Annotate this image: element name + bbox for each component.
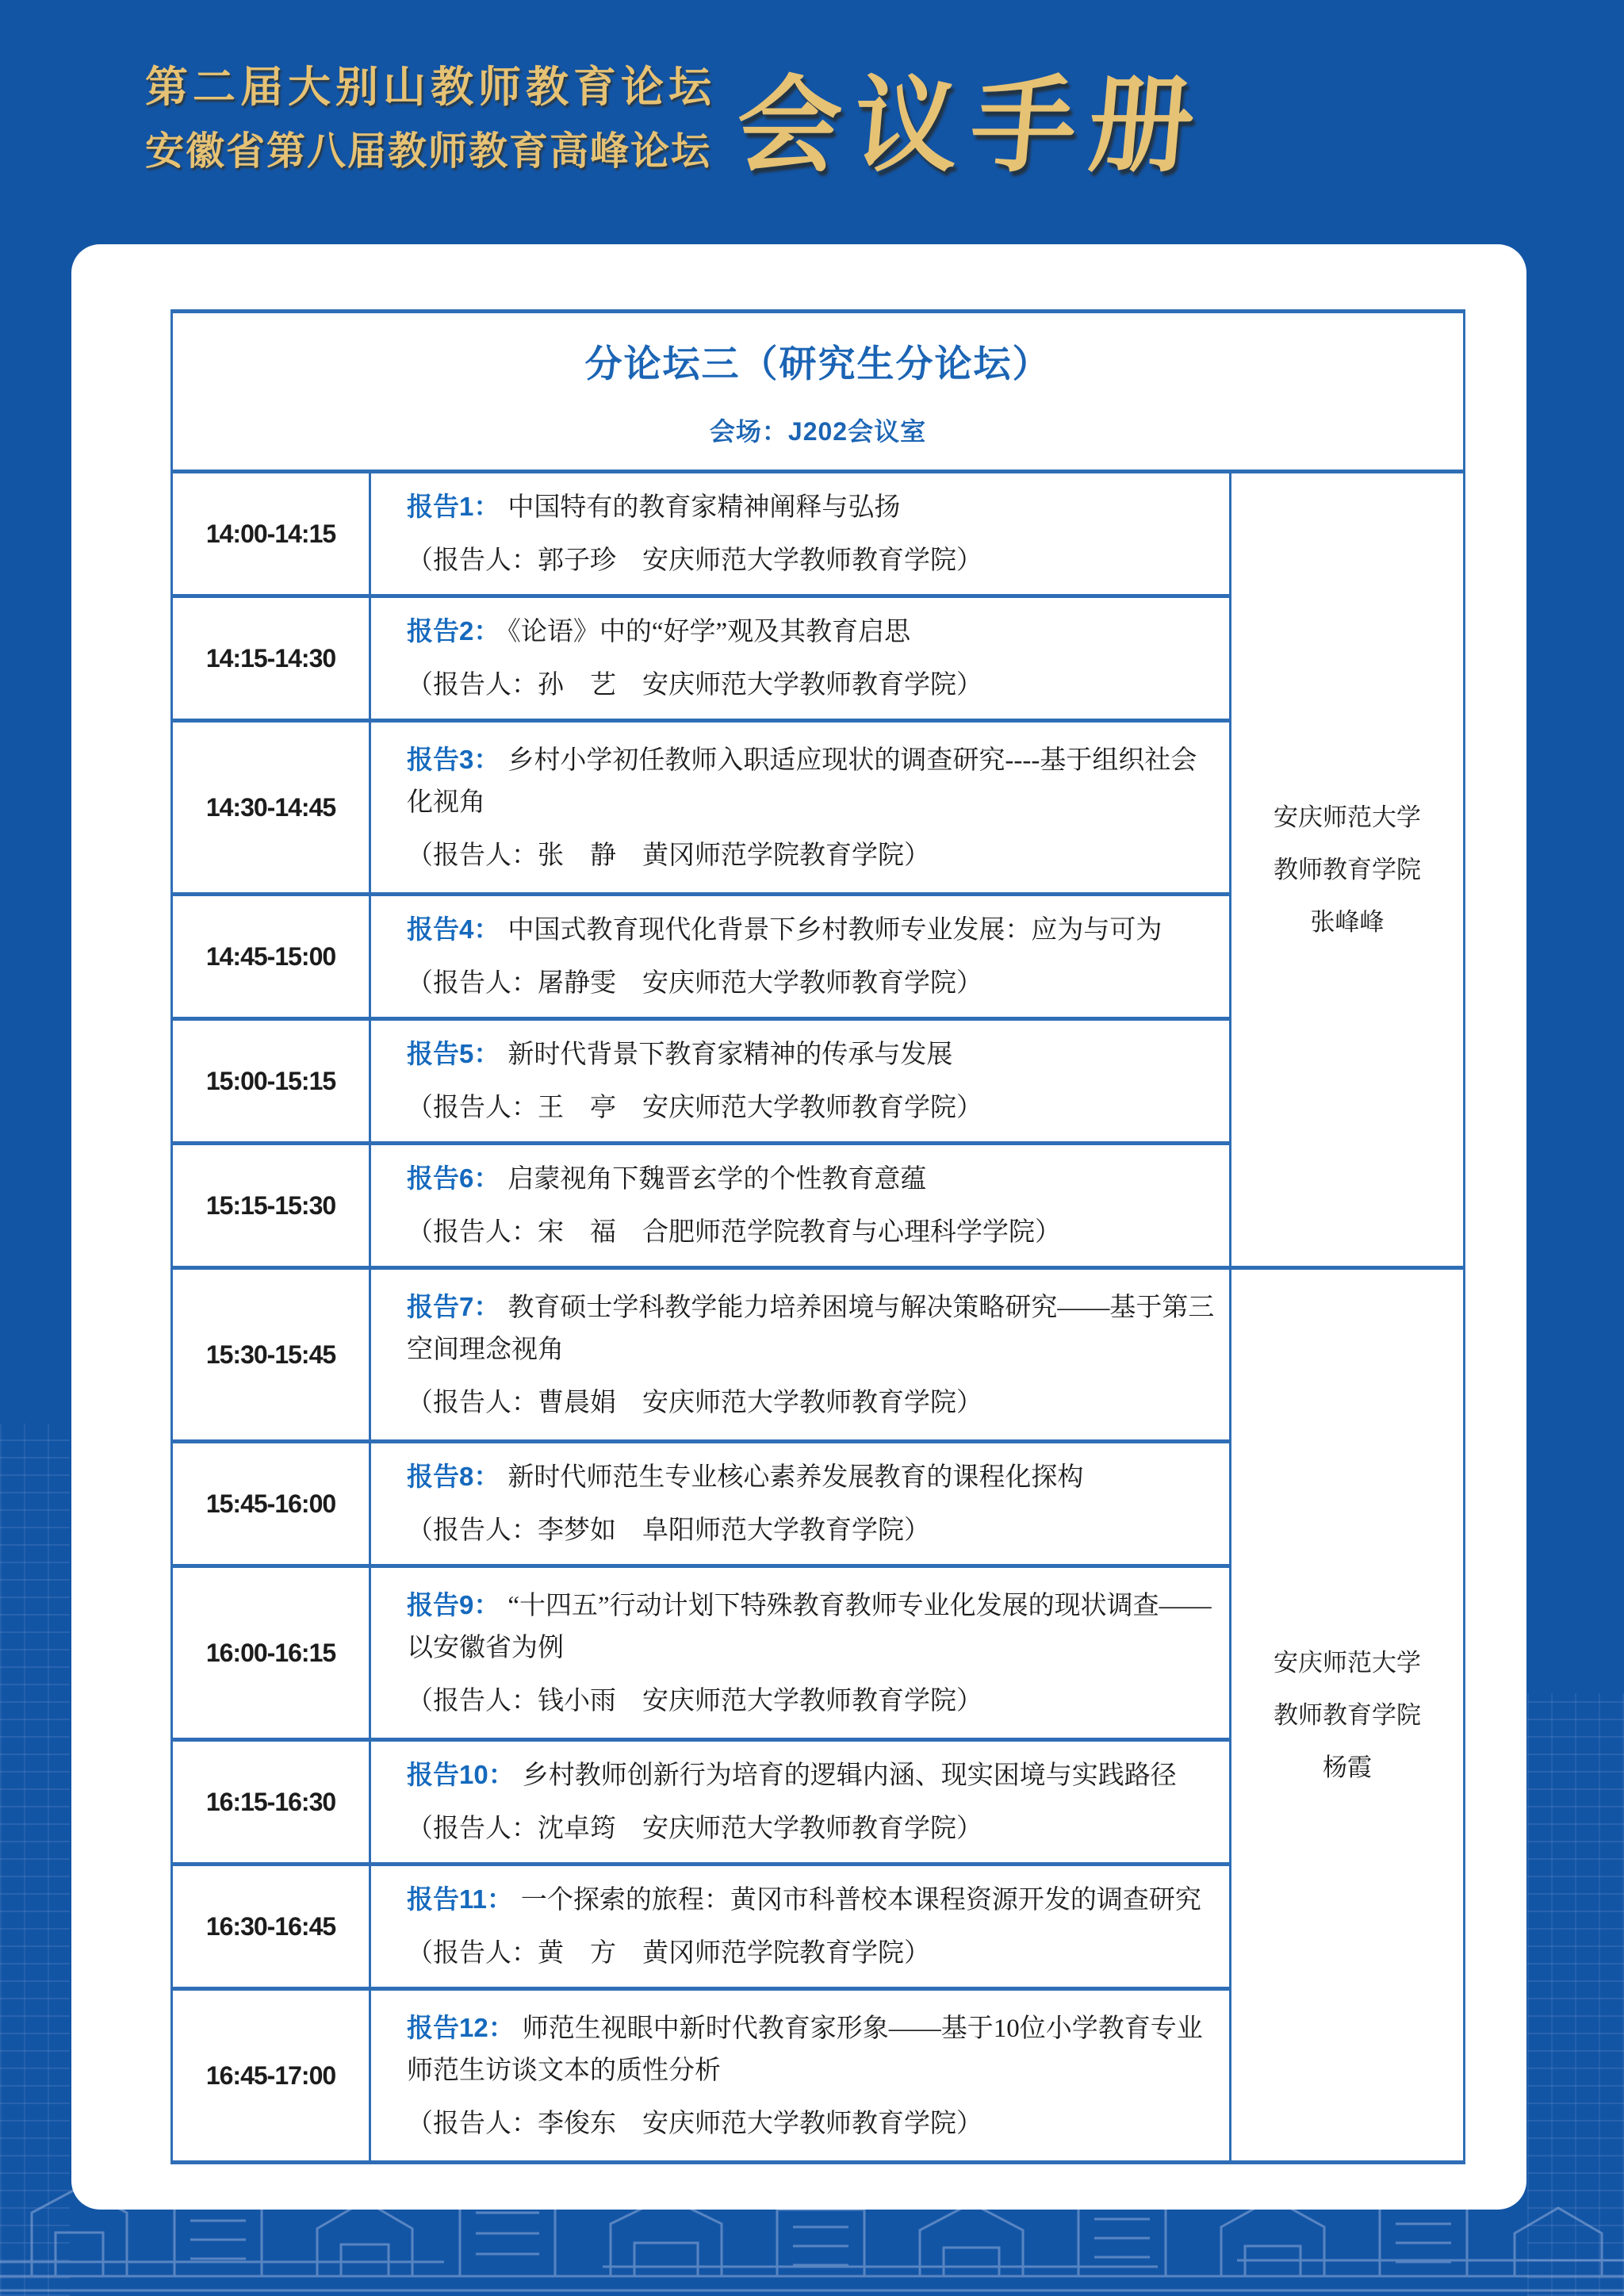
report-presenter: （报告人：宋 福 合肥师范学院教育与心理科学学院）	[407, 1218, 1061, 1247]
report-cell	[370, 1865, 1231, 1989]
time-cell: 16:00-16:15	[172, 1566, 370, 1740]
moderator-cell	[1231, 472, 1465, 1268]
time-cell: 15:15-15:30	[172, 1144, 370, 1268]
report-presenter: （报告人：屠静雯 安庆师范大学教师教育学院）	[407, 969, 982, 998]
time-cell: 15:00-15:15	[172, 1019, 370, 1144]
report-title: 新时代师范生专业核心素养发展教育的课程化探构	[508, 1463, 1084, 1492]
moderator-name: 张峰峰	[1310, 907, 1385, 936]
report-presenter: （报告人：郭子珍 安庆师范大学教师教育学院）	[407, 546, 982, 575]
panel-header-cell	[172, 312, 1465, 472]
time-cell: 16:15-16:30	[172, 1740, 370, 1865]
report-title-line	[407, 611, 1216, 653]
report-cell	[370, 1019, 1231, 1144]
forum-title-line1: 第二届大别山教师教育论坛	[145, 63, 716, 111]
report-presenter: （报告人：黄 方 黄冈师范学院教育学院）	[407, 1939, 930, 1968]
report-label: 报告11：	[407, 1884, 513, 1914]
report-title: 中国特有的教育家精神阐释与弘扬	[508, 493, 901, 522]
report-cell	[370, 721, 1231, 895]
report-title: 《论语》中的“好学”观及其教育启思	[508, 618, 911, 646]
schedule-table	[170, 309, 1465, 2164]
time-cell: 14:15-14:30	[172, 596, 370, 721]
handbook-title: 会议手册	[731, 68, 1212, 185]
report-title: 新时代背景下教育家精神的传承与发展	[508, 1041, 953, 1069]
time-cell: 14:30-14:45	[172, 721, 370, 895]
panel-venue: 会场：J202会议室	[709, 417, 927, 446]
page-header	[0, 0, 1624, 242]
report-title-line	[407, 1585, 1216, 1669]
report-label: 报告1：	[407, 492, 500, 521]
report-label: 报告5：	[407, 1039, 500, 1068]
report-presenter: （报告人：李俊东 安庆师范大学教师教育学院）	[407, 2109, 982, 2138]
report-cell	[370, 1268, 1231, 1442]
report-title-line	[407, 1286, 1216, 1370]
report-label: 报告3：	[407, 744, 500, 774]
moderator-org-line1: 安庆师范大学	[1274, 1648, 1421, 1677]
time-cell: 15:30-15:45	[172, 1268, 370, 1442]
report-title: 启蒙视角下魏晋玄学的个性教育意蕴	[508, 1165, 927, 1194]
report-title: 乡村小学初任教师入职适应现状的调查研究----基于组织社会化视角	[407, 746, 1197, 817]
report-title-line	[407, 1033, 1216, 1075]
report-cell	[370, 1740, 1231, 1865]
panel-title: 分论坛三（研究生分论坛）	[584, 343, 1051, 385]
schedule-row	[172, 472, 1465, 596]
time-cell: 14:00-14:15	[172, 472, 370, 596]
report-label: 报告12：	[407, 2012, 515, 2042]
moderator-cell	[1231, 1268, 1465, 2163]
report-label: 报告2：	[407, 616, 500, 646]
report-cell	[370, 596, 1231, 721]
moderator-name: 杨霞	[1323, 1753, 1372, 1781]
table-header-row	[172, 312, 1465, 472]
report-presenter: （报告人：钱小雨 安庆师范大学教师教育学院）	[407, 1686, 982, 1715]
time-cell: 14:45-15:00	[172, 895, 370, 1019]
report-cell	[370, 1144, 1231, 1268]
schedule-row	[172, 1268, 1465, 1442]
report-title-line	[407, 909, 1216, 951]
report-presenter: （报告人：王 亭 安庆师范大学教师教育学院）	[407, 1094, 982, 1122]
forum-titles	[145, 54, 732, 182]
report-title: “十四五”行动计划下特殊教育教师专业化发展的现状调查——以安徽省为例	[407, 1591, 1212, 1662]
report-cell	[370, 895, 1231, 1019]
report-presenter: （报告人：曹晨娟 安庆师范大学教师教育学院）	[407, 1388, 982, 1417]
moderator-org-line2: 教师教育学院	[1274, 855, 1421, 884]
report-label: 报告7：	[407, 1291, 500, 1321]
report-label: 报告10：	[407, 1760, 515, 1789]
report-title-line	[407, 1158, 1216, 1200]
moderator-org-line2: 教师教育学院	[1274, 1700, 1421, 1729]
report-title: 一个探索的旅程：黄冈市科普校本课程资源开发的调查研究	[520, 1886, 1201, 1915]
report-presenter: （报告人：李梦如 阜阳师范大学教育学院）	[407, 1516, 930, 1545]
report-title-line	[407, 1456, 1216, 1498]
report-title: 教育硕士学科教学能力培养困境与解决策略研究——基于第三空间理念视角	[407, 1293, 1215, 1364]
report-title: 中国式教育现代化背景下乡村教师专业发展：应为与可为	[508, 916, 1162, 945]
report-title-line	[407, 739, 1216, 823]
report-cell	[370, 1989, 1231, 2163]
report-presenter: （报告人：沈卓筠 安庆师范大学教师教育学院）	[407, 1815, 982, 1843]
report-title-line	[407, 2007, 1216, 2091]
report-cell	[370, 472, 1231, 596]
report-title-line	[407, 1879, 1216, 1921]
report-presenter: （报告人：孙 艺 安庆师范大学教师教育学院）	[407, 671, 982, 700]
report-cell	[370, 1566, 1231, 1740]
report-label: 报告8：	[407, 1462, 500, 1491]
report-title: 乡村教师创新行为培育的逻辑内涵、现实困境与实践路径	[522, 1761, 1177, 1790]
moderator-org-line1: 安庆师范大学	[1274, 803, 1421, 831]
report-label: 报告9：	[407, 1589, 500, 1619]
time-cell: 16:30-16:45	[172, 1865, 370, 1989]
report-title: 师范生视眼中新时代教育家形象——基于10位小学教育专业师范生访谈文本的质性分析	[407, 2014, 1203, 2085]
report-title-line	[407, 1754, 1216, 1796]
time-cell: 15:45-16:00	[172, 1442, 370, 1566]
report-cell	[370, 1442, 1231, 1566]
time-cell: 16:45-17:00	[172, 1989, 370, 2163]
report-presenter: （报告人：张 静 黄冈师范学院教育学院）	[407, 841, 930, 870]
report-label: 报告4：	[407, 914, 500, 944]
forum-title-line2: 安徽省第八届教师教育高峰论坛	[145, 129, 712, 173]
schedule-card	[71, 244, 1526, 2210]
report-label: 报告6：	[407, 1163, 500, 1193]
report-title-line	[407, 486, 1216, 528]
